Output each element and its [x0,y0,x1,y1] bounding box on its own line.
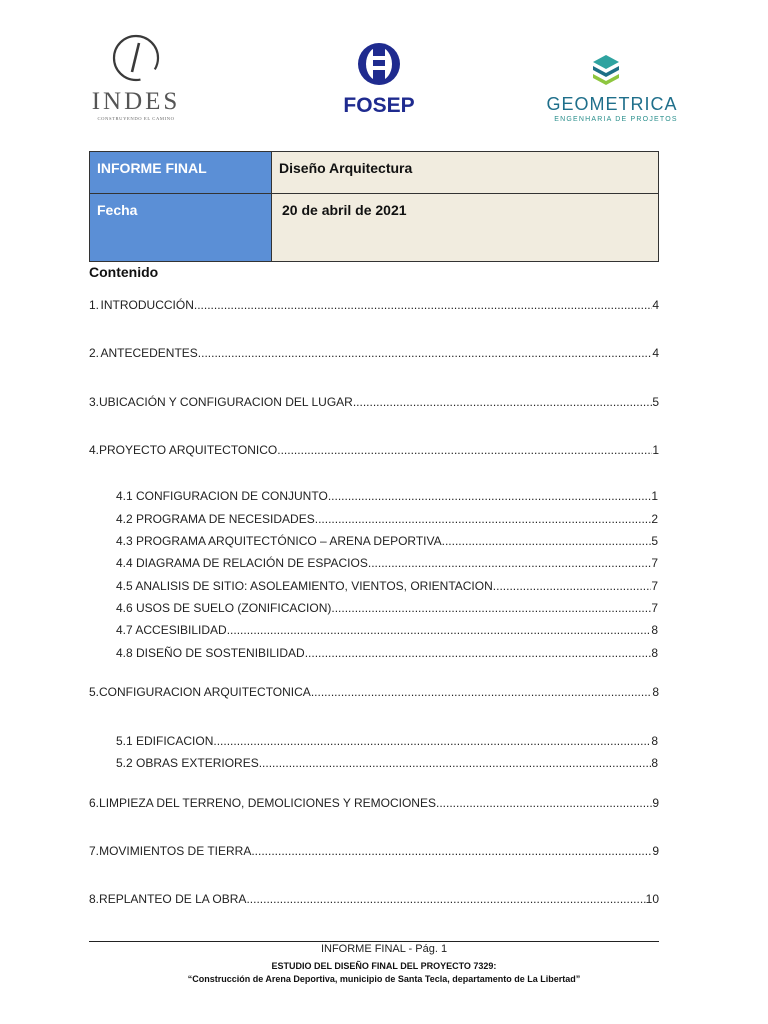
toc-leader-dots [227,623,652,637]
fosep-logo [333,42,425,118]
toc-subentry[interactable] [116,489,658,503]
toc-entry-title: 5.2 OBRAS EXTERIORES [116,756,259,770]
toc-entry[interactable] [89,796,659,810]
toc-entry-page: 9 [652,796,659,810]
toc-subentry[interactable] [116,756,658,770]
toc-entry-number: 8. [89,892,100,906]
toc-entry-title: 4.7 ACCESIBILIDAD [116,623,227,637]
toc-entry[interactable] [89,395,659,409]
toc-entry-title: 4.6 USOS DE SUELO (ZONIFICACION) [116,601,332,615]
toc-entry-number: 1. [89,298,100,312]
toc-entry-title: 4.5 ANALISIS DE SITIO: ASOLEAMIENTO, VIENTOS, ORIENTACION [116,579,493,593]
toc-entry-page: 8 [651,646,658,660]
toc-leader-dots [259,756,652,770]
toc-entry[interactable] [89,298,659,312]
toc-entry-number: 3. [89,395,100,409]
toc-entry-title: ANTECEDENTES [100,346,198,360]
toc-entry-title: REPLANTEO DE LA OBRA [99,892,247,906]
toc-subentry[interactable] [116,579,658,593]
report-type-label: INFORME FINAL [90,152,272,194]
toc-leader-dots [315,512,652,526]
toc-entry-page: 4 [652,346,659,360]
toc-entry-page: 1 [651,489,658,503]
toc-entry[interactable] [89,685,659,699]
toc-entry-page: 7 [651,601,658,615]
toc-leader-dots [331,601,651,615]
toc-entry-title: INTRODUCCIÓN [100,298,194,312]
toc-leader-dots [246,892,645,906]
footer-project-title: “Construcción de Arena Deportiva, municipio de Santa Tecla, departamento de La Libertad” [187,974,581,984]
toc-entry-page: 5 [652,395,659,409]
toc-entry-title: 4.8 DISEÑO DE SOSTENIBILIDAD [116,646,305,660]
toc-leader-dots [194,298,652,312]
toc-leader-dots [328,489,652,503]
toc-entry-page: 8 [652,685,659,699]
footer-study-title: ESTUDIO DEL DISEÑO FINAL DEL PROYECTO 7329: [271,961,497,971]
toc-leader-dots [442,534,652,548]
toc-entry-title: PROYECTO ARQUITECTONICO [99,443,278,457]
toc-subentry[interactable] [116,646,658,660]
logo-bar [0,0,768,130]
toc-entry-page: 2 [651,512,658,526]
toc-leader-dots [353,395,652,409]
toc-entry[interactable] [89,443,659,457]
toc-leader-dots [198,346,653,360]
toc-subentry[interactable] [116,534,658,548]
toc-leader-dots [368,556,651,570]
report-type-value: Diseño Arquitectura [272,152,659,194]
toc-leader-dots [436,796,652,810]
toc-leader-dots [251,844,652,858]
toc-leader-dots [277,443,652,457]
toc-entry-title: 4.4 DIAGRAMA DE RELACIÓN DE ESPACIOS [116,556,368,570]
toc-entry-title: 4.3 PROGRAMA ARQUITECTÓNICO – ARENA DEPORTIVA [116,534,442,548]
toc-entry-number: 6. [89,796,100,810]
toc-entry-page: 8 [651,734,658,748]
geometrica-logo-tagline: ENGENHARIA DE PROJETOS [554,116,678,123]
toc-entry[interactable] [89,844,659,858]
toc-entry-title: UBICACIÓN Y CONFIGURACION DEL LUGAR [99,395,353,409]
footer-divider [89,941,659,942]
toc-entry[interactable] [89,892,659,906]
geometrica-logo-name: GEOMETRICA [546,94,678,114]
report-header-table [89,151,659,262]
toc-leader-dots [213,734,651,748]
toc-subentry[interactable] [116,601,658,615]
toc-leader-dots [493,579,652,593]
toc-leader-dots [311,685,653,699]
toc-entry-number: 4. [89,443,100,457]
toc-entry-number: 7. [89,844,100,858]
toc-leader-dots [305,646,652,660]
toc-entry-title: 4.1 CONFIGURACION DE CONJUNTO [116,489,328,503]
indes-logo-tagline: CONSTRUYENDO EL CAMINO [97,116,175,121]
toc-subentry[interactable] [116,734,658,748]
toc-entry-page: 4 [652,298,659,312]
geometrica-logo [544,50,680,126]
toc-entry-title: MOVIMIENTOS DE TIERRA [99,844,252,858]
indes-logo [84,32,188,126]
contents-heading: Contenido [89,264,159,280]
toc-entry-title: LIMPIEZA DEL TERRENO, DEMOLICIONES Y REMOCIONES [99,796,436,810]
toc-entry-page: 7 [651,579,658,593]
toc-entry-number: 5. [89,685,100,699]
date-label: Fecha [90,194,272,262]
footer-page-label: INFORME FINAL - Pág. 1 [320,943,448,955]
toc-entry-page: 5 [651,534,658,548]
toc-entry-title: 5.1 EDIFICACION [116,734,214,748]
fosep-logo-name: FOSEP [343,94,415,117]
toc-entry-page: 9 [652,844,659,858]
toc-entry-title: 4.2 PROGRAMA DE NECESIDADES [116,512,315,526]
indes-logo-name: INDES [91,88,181,115]
toc-entry[interactable] [89,346,659,360]
toc-entry-page: 7 [651,556,658,570]
date-value: 20 de abril de 2021 [272,194,659,262]
toc-entry-title: CONFIGURACION ARQUITECTONICA [99,685,311,699]
toc-subentry[interactable] [116,556,658,570]
toc-subentry[interactable] [116,623,658,637]
toc-entry-page: 1 [652,443,659,457]
toc-entry-page: 8 [651,623,658,637]
toc-entry-number: 2. [89,346,100,360]
toc-entry-page: 10 [645,892,659,906]
toc-subentry[interactable] [116,512,658,526]
toc-entry-page: 8 [651,756,658,770]
